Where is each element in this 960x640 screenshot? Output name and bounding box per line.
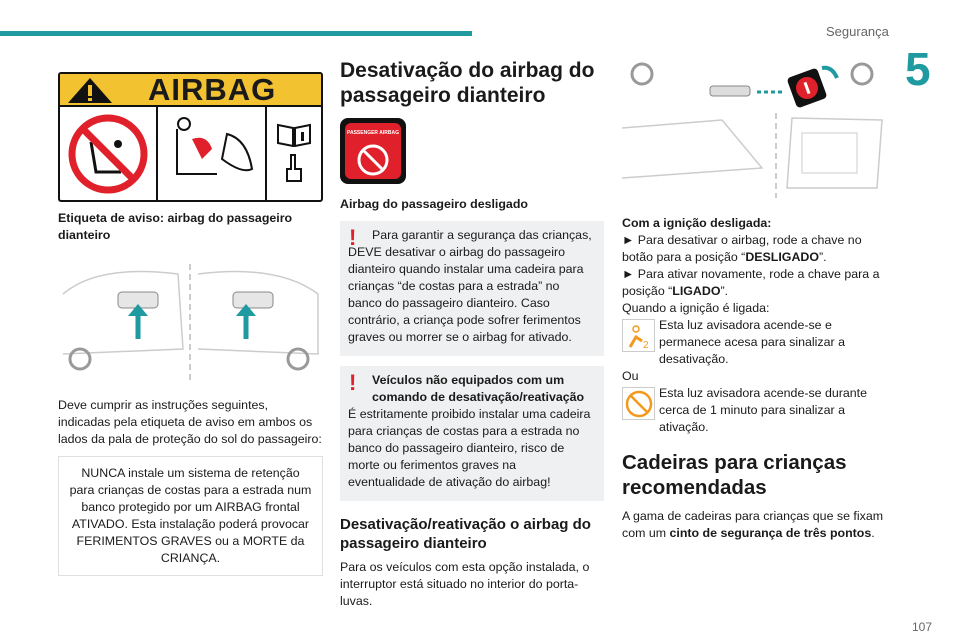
bullet-arrow-icon: ►: [622, 267, 638, 281]
warning-triangle-icon: [60, 75, 120, 105]
deactivation-title: Desativação do airbag do passageiro dianteiro: [340, 59, 595, 107]
label-caption: Etiqueta de aviso: airbag do passageiro dianteiro: [58, 211, 293, 242]
or-text: Ou: [622, 369, 639, 383]
left-column: [58, 72, 323, 576]
airbag-impact-icon: [162, 114, 262, 194]
step1-end: ”.: [818, 250, 827, 264]
bullet-arrow-icon: ►: [622, 233, 638, 247]
airbag-on-warning-light-icon: [622, 387, 655, 420]
seats-text: A gama de cadeiras para crianças que se fixam com um: [622, 509, 884, 540]
warning-title-2: Veículos não equipados com um comando de desativação/reativação: [372, 373, 585, 404]
svg-text:2: 2: [642, 339, 649, 349]
ignition-on-heading: Quando a ignição é ligada:: [622, 301, 770, 315]
light-activated-text: Esta luz avisadora acende-se durante cerca de 1 minuto para sinalizar a ativação.: [659, 386, 868, 434]
notice-box: NUNCA instale um sistema de retenção para crianças de costas para a estrada num banco protegido por um AIRBAG frontal ATIVADO. Esta instalação poderá provocar FERIMENTOS GRAVES ou a MORTE da CRIANÇA.: [58, 456, 323, 576]
badge-caption: Airbag do passageiro desligado: [340, 197, 528, 211]
warning-exclamation-icon: !: [349, 370, 357, 395]
step1-position: DESLIGADO: [745, 250, 819, 264]
step-activate: [622, 266, 886, 300]
warning-box-2: [340, 366, 604, 501]
switch-location-text: Para os veículos com esta opção instalada, o interruptor está situado no interior do porta-luvas.: [340, 560, 590, 608]
right-column: [622, 58, 886, 542]
step2-end: ”.: [720, 284, 729, 298]
middle-column: [340, 58, 604, 610]
section-title: Segurança: [826, 24, 889, 39]
light-deactivated-text: Esta luz avisadora acende-se e permanece acesa para sinalizar a desativação.: [659, 318, 845, 366]
ignition-off-heading: Com a ignição desligada:: [622, 216, 772, 230]
warning-box-1: [340, 221, 604, 356]
pointing-hand-icon: [283, 153, 305, 187]
header-accent-bar: [0, 31, 472, 36]
airbag-off-icon: [355, 142, 391, 178]
manual-icon: [276, 121, 312, 147]
recommended-seats-text: [622, 508, 886, 542]
step2-position: LIGADO: [672, 284, 721, 298]
airbag-off-warning-light-icon: [622, 319, 655, 352]
warning-exclamation-icon: !: [349, 225, 357, 250]
page-number: 107: [912, 620, 933, 634]
light-deactivated-item: [622, 317, 886, 368]
chapter-number: 5: [905, 43, 931, 95]
label-banner: AIRBAG: [148, 72, 277, 107]
step1-text: Para desativar o airbag, rode a chave no botão para a posição “: [622, 233, 862, 264]
step2-text: Para ativar novamente, rode a chave para a posição “: [622, 267, 880, 298]
subsection-title: Desativação/reativação o airbag do passageiro dianteiro: [340, 516, 591, 552]
passenger-airbag-off-badge: [340, 118, 406, 184]
seats-text-end: .: [871, 526, 875, 540]
glovebox-switch-illustration: [622, 58, 886, 198]
light-activated-item: [622, 385, 886, 436]
step-deactivate: [622, 232, 886, 266]
no-rear-facing-seat-icon: [66, 112, 150, 196]
warning-text-2: É estritamente proibido instalar uma cadeira para crianças de costas para a estrada no banco do passageiro dianteiro, risco de morte ou ferimentos graves na eventualidade de ativação do airbag!: [348, 407, 591, 489]
sun-visor-illustration: [58, 254, 323, 384]
badge-text: PASSENGER AIRBAG: [347, 129, 399, 136]
visor-instructions: Deve cumprir as instruções seguintes, indicadas pela etiqueta de aviso em ambos os lados da pala de proteção do sol do passageiro:: [58, 398, 322, 446]
airbag-warning-label: [58, 72, 323, 202]
warning-text-1: Para garantir a segurança das crianças, DEVE desativar o airbag do passageiro dianteiro quando instalar uma cadeira para crianças “de costas para a estrada” no banco do passageiro dianteiro. Caso contrário, a criança pode sofrer ferimentos graves ou morrer se o airbag for ativado.: [348, 228, 592, 344]
seats-belt-type: cinto de segurança de três pontos: [669, 526, 872, 540]
recommended-seats-title: Cadeiras para crianças recomendadas: [622, 451, 847, 499]
